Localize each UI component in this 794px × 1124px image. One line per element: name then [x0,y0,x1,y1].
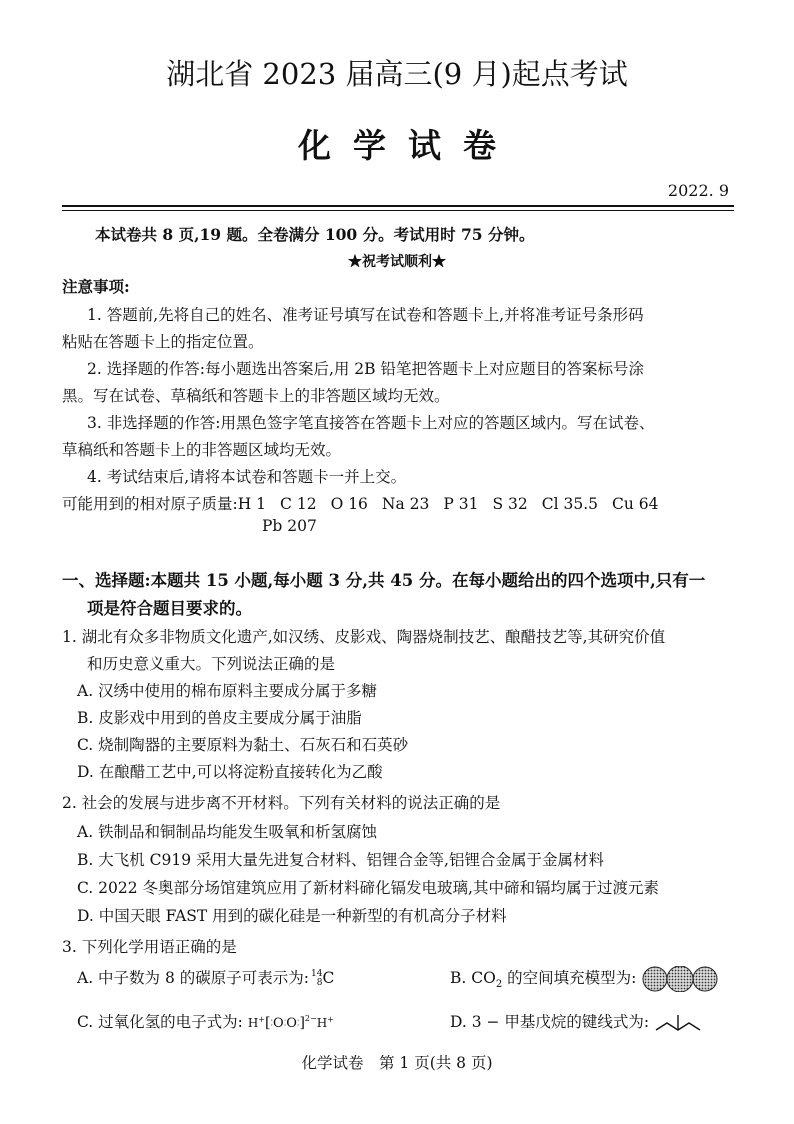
note-2-line-2: 黑。写在试卷、草稿纸和答题卡上的非答题区域均无效。 [62,387,450,405]
atomic-mass-pb: Pb 207 [262,517,317,535]
q3-option-a-text: A. 中子数为 8 的碳原子可表示为: [77,969,309,987]
note-1-line-2: 粘贴在答题卡上的指定位置。 [62,333,264,351]
q3-option-d-text: D. 3 − 甲基戊烷的键线式为: [450,1013,650,1031]
atomic-mass-o: O 16 [330,495,368,513]
q1-option-c: C. 烧制陶器的主要原料为黏土、石灰石和石英砂 [77,736,409,754]
co2-subscript: 2 [495,979,503,991]
q3-option-d [450,1010,704,1034]
q1-option-b: B. 皮影戏中用到的兽皮主要成分属于油脂 [77,709,362,727]
electron-dots: ⁚ [283,1018,287,1028]
atomic-mass-p: P 31 [443,495,479,513]
q1-option-d: D. 在酿醋工艺中,可以将淀粉直接转化为乙酸 [77,763,383,781]
note-3-line-2: 草稿纸和答题卡上的非答题区域均无效。 [62,441,342,459]
atomic-masses-line [62,492,673,514]
header-rule-thin [62,210,734,211]
mass-number: 14 [311,969,323,979]
note-2-line-1: 2. 选择题的作答:每小题选出答案后,用 2B 铅笔把答题卡上对应题目的答案标号涂 [87,360,644,378]
q3-option-b-text: 的空间填充模型为: [502,969,637,987]
page-footer: 化学试卷 第 1 页(共 8 页) [301,1054,493,1072]
q2-stem: 2. 社会的发展与进步离不开材料。下列有关材料的说法正确的是 [62,794,501,812]
q3-stem: 3. 下列化学用语正确的是 [62,938,237,956]
header-rule-thick [62,205,734,207]
electron-dots: ⁚ [270,1018,274,1028]
good-luck-line: ★祝考试顺利★ [348,254,446,270]
atomic-mass-cu: Cu 64 [612,495,659,513]
q3-option-b-label: B. CO [450,969,496,987]
section-1-heading-line-2: 项是符合题目要求的。 [87,599,252,618]
q2-option-b: B. 大飞机 C919 采用大量先进复合材料、铝锂合金等,铝锂合金属于金属材料 [77,851,604,869]
note-4-line-1: 4. 考试结束后,请将本试卷和答题卡一并上交。 [87,468,407,486]
exam-summary: 本试卷共 8 页,19 题。全卷满分 100 分。考试用时 75 分钟。 [95,225,535,244]
hydrogen-ion-2: H+ [316,1015,334,1030]
q3-option-c [77,1010,334,1032]
h-symbol: H [247,1016,259,1030]
notes-title: 注意事项: [62,277,130,296]
atomic-masses-label: 可能用到的相对原子质量: [62,495,238,513]
co2-space-filling-model-icon [641,966,719,992]
section-1-heading-line-1: 一、选择题:本题共 15 小题,每小题 3 分,共 45 分。在每小题给出的四个选项中,只有一 [62,571,706,590]
q2-option-c: C. 2022 冬奥部分场馆建筑应用了新材料碲化镉发电玻璃,其中碲和镉均属于过渡元素 [77,879,659,897]
carbon-symbol: C [322,969,335,987]
bracket-open: [ [265,1015,271,1031]
skeletal-formula-icon [654,1012,704,1034]
q2-option-d: D. 中国天眼 FAST 用到的碳化硅是一种新型的有机高分子材料 [77,907,507,925]
o-symbol: O [273,1016,284,1031]
q1-option-a: A. 汉绣中使用的棉布原料主要成分属于多糖 [77,682,378,700]
q3-option-a [77,966,334,988]
subject-title: 化学试卷 [298,126,518,165]
hydrogen-ion-1: H+ [247,1015,265,1030]
q1-stem-line-2: 和历史意义重大。下列说法正确的是 [87,655,336,673]
q1-stem-line-1: 1. 湖北有众多非物质文化遗产,如汉绣、皮影戏、陶器烧制技艺、酿醋技艺等,其研究价值 [62,628,666,646]
q2-option-a: A. 铁制品和铜制品均能发生吸氧和析氢腐蚀 [77,823,378,841]
q3-option-c-text: C. 过氧化氢的电子式为: [77,1013,243,1031]
atomic-mass-h: H 1 [237,495,267,513]
q3-option-b [450,966,719,992]
atomic-mass-c: C 12 [280,495,317,513]
h-symbol: H [316,1016,328,1030]
exam-title: 湖北省 2023 届高三(9 月)起点考试 [166,57,628,91]
bracket-close: ] [299,1015,305,1031]
electron-dots: ⁚ [296,1018,300,1028]
exam-date: 2022. 9 [667,181,729,200]
note-1-line-1: 1. 答题前,先将自己的姓名、准考证号填写在试卷和答题卡上,并将准考证号条形码 [87,306,644,324]
note-3-line-1: 3. 非选择题的作答:用黑色签字笔直接答在答题卡上对应的答题区域内。写在试卷、 [87,414,655,432]
atomic-mass-s: S 32 [492,495,528,513]
atomic-number: 8 [316,978,323,988]
peroxide-charge: 2− [304,1013,317,1023]
o-symbol: O [286,1016,297,1031]
atomic-mass-na: Na 23 [381,495,430,513]
atomic-mass-cl: Cl 35.5 [541,495,599,513]
